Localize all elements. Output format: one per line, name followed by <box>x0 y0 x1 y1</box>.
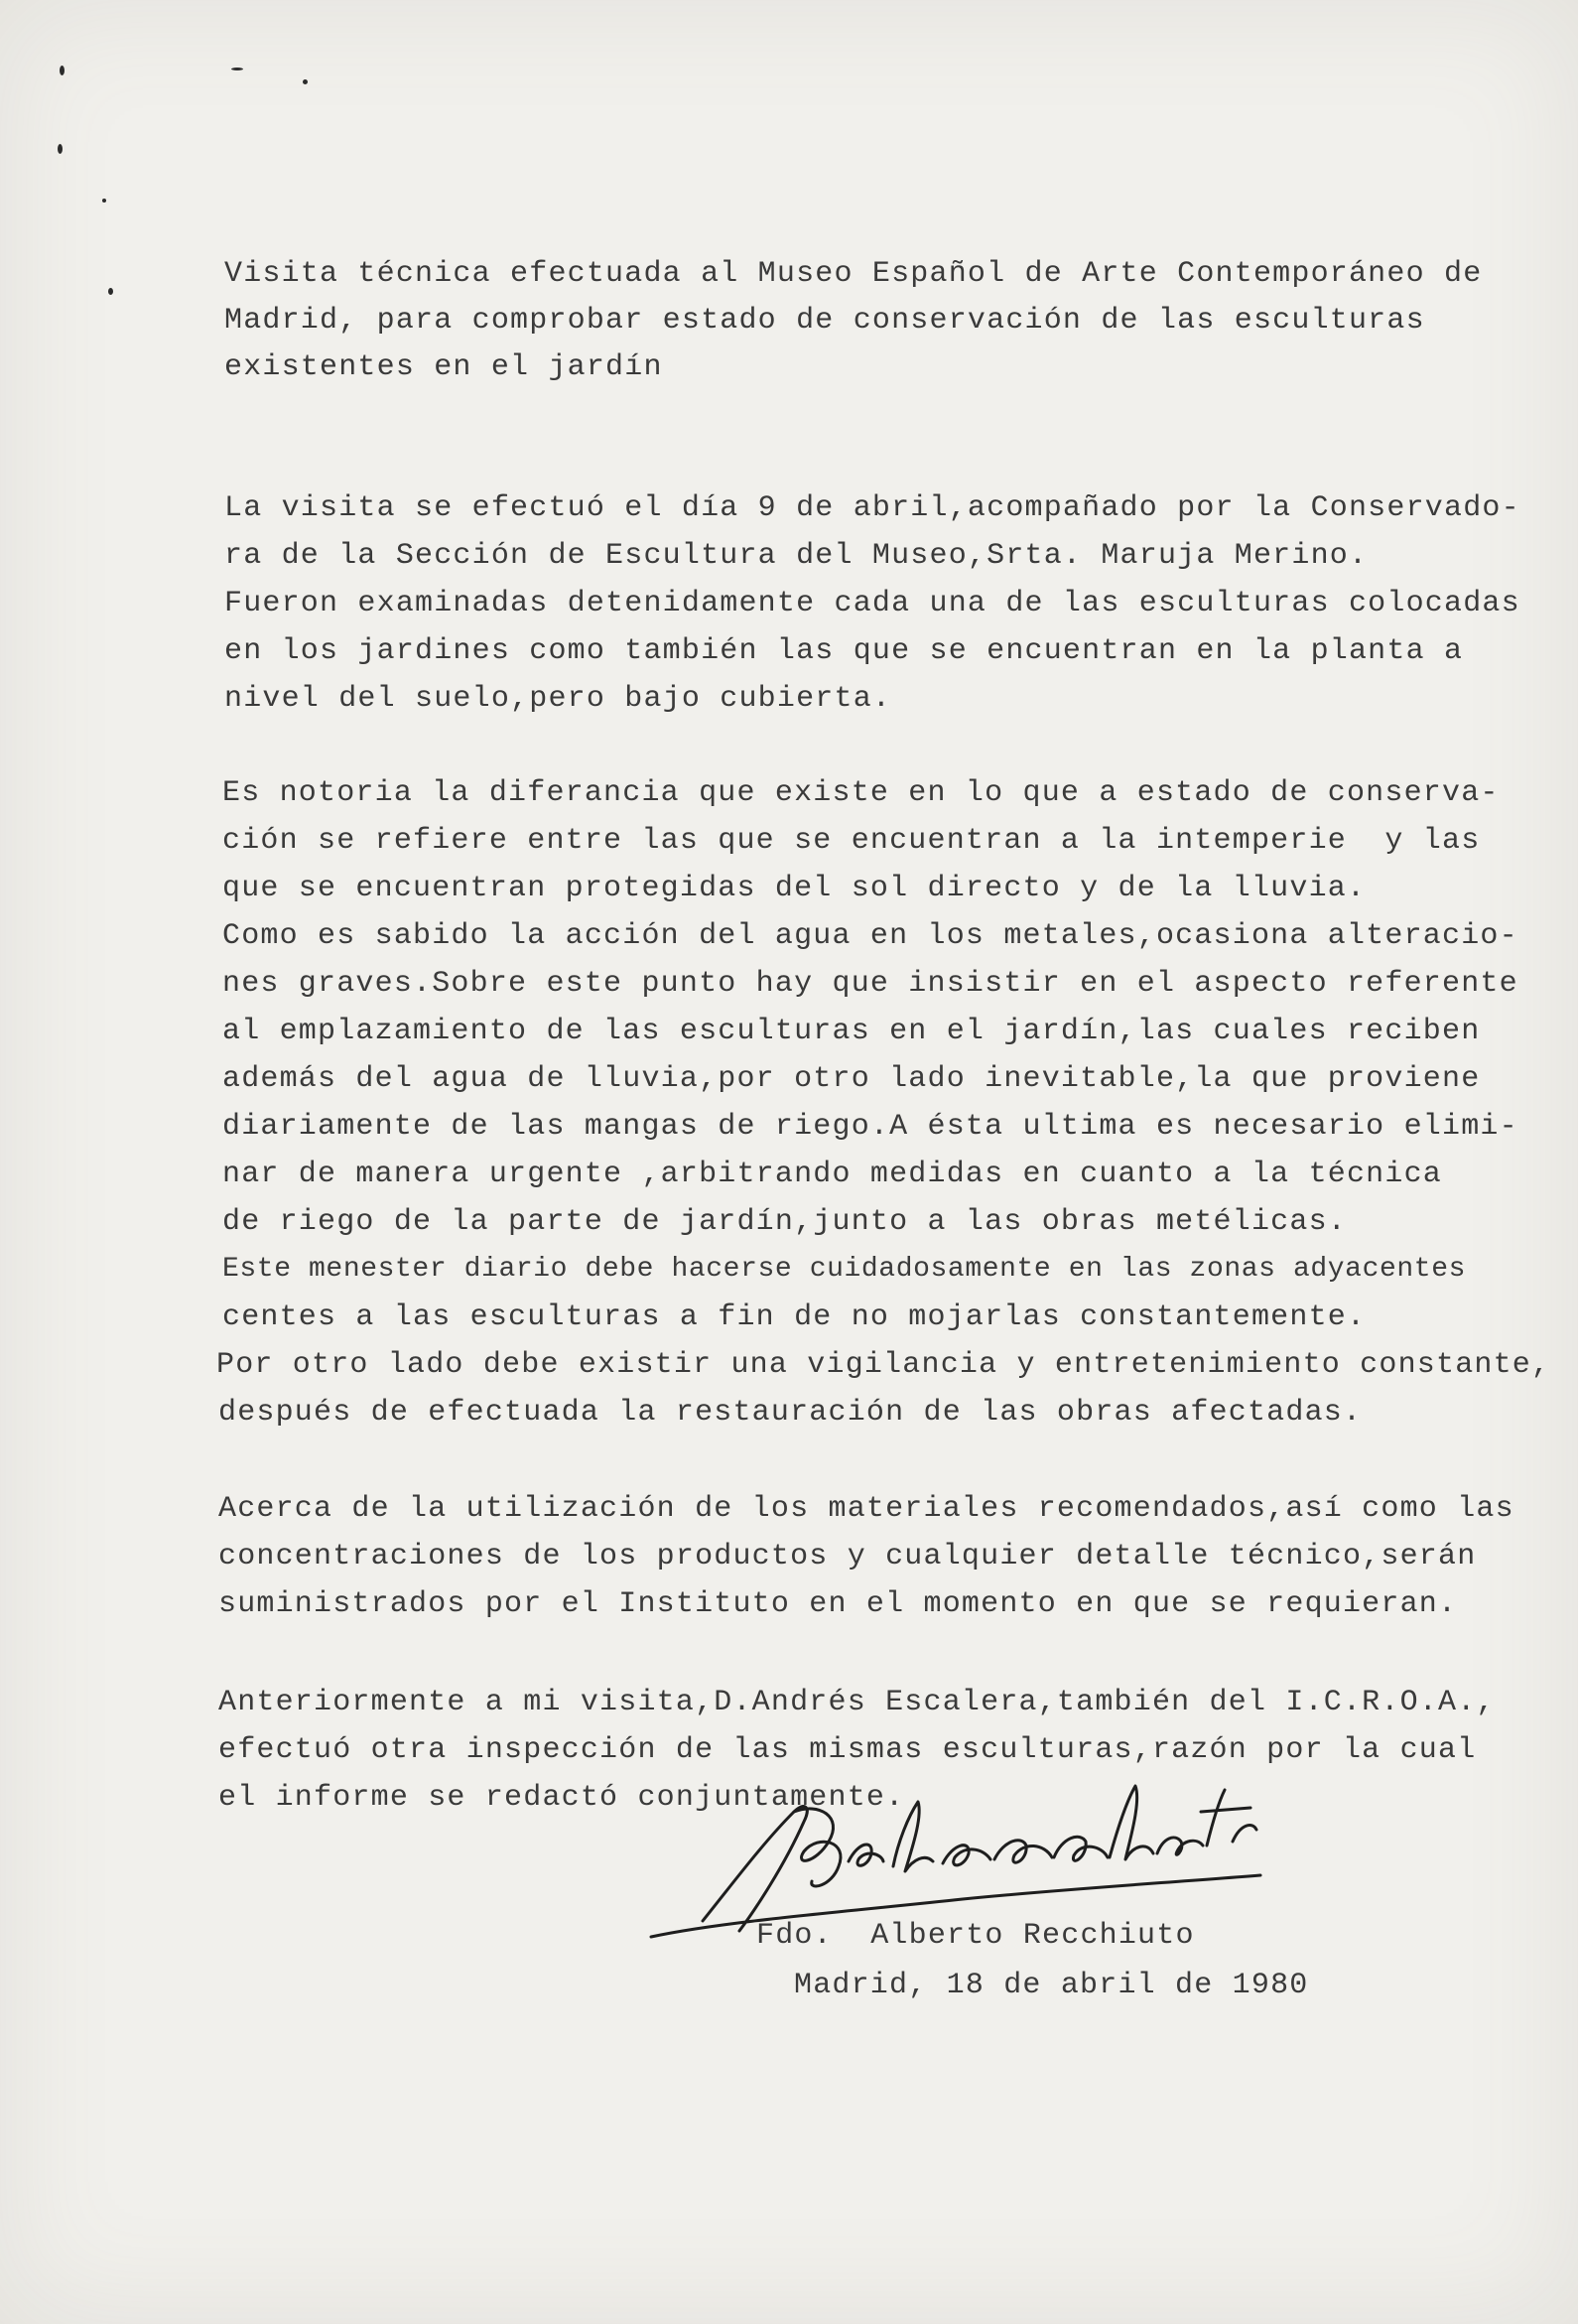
text-line: ción se refiere entre las que se encuentran a la intemperie y las <box>222 824 1481 858</box>
text-line: en los jardines como también las que se encuentran en la planta a <box>224 634 1464 668</box>
text-line: suministrados por el Instituto en el momento en que se requieran. <box>218 1587 1458 1621</box>
text-line: Este menester diario debe hacerse cuidadosamente en las zonas adyacentes <box>222 1254 1466 1285</box>
title-line: existentes en el jardín <box>224 350 663 384</box>
text-line: efectuó otra inspección de las mismas esculturas,razón por la cual <box>218 1733 1477 1767</box>
text-line: nivel del suelo,pero bajo cubierta. <box>224 682 892 716</box>
text-line: Fueron examinadas detenidamente cada una de las esculturas colocadas <box>224 587 1520 620</box>
ink-mark <box>303 79 308 84</box>
text-line: además del agua de lluvia,por otro lado inevitable,la que proviene <box>222 1062 1481 1096</box>
ink-mark <box>102 199 106 203</box>
text-line: nar de manera urgente ,arbitrando medidas en cuanto a la técnica <box>222 1158 1442 1191</box>
text-line: el informe se redactó conjuntamente. <box>218 1781 905 1815</box>
text-line: Anteriormente a mi visita,D.Andrés Escalera,también del I.C.R.O.A., <box>218 1686 1496 1719</box>
text-line: Acerca de la utilización de los materiales recomendados,así como las <box>218 1492 1514 1526</box>
text-line: que se encuentran protegidas del sol directo y de la lluvia. <box>222 872 1367 905</box>
ink-mark <box>231 68 243 70</box>
text-line: Como es sabido la acción del agua en los metales,ocasiona alteracio- <box>222 919 1518 953</box>
text-line: centes a las esculturas a fin de no mojarlas constantemente. <box>222 1300 1367 1334</box>
text-line: después de efectuada la restauración de las obras afectadas. <box>218 1396 1363 1430</box>
ink-mark <box>108 288 113 295</box>
ink-mark <box>60 66 65 75</box>
signed-by: Fdo. Alberto Recchiuto <box>756 1919 1195 1953</box>
text-line: Es notoria la diferancia que existe en lo que a estado de conserva- <box>222 776 1500 810</box>
ink-mark <box>58 144 63 154</box>
text-line: de riego de la parte de jardín,junto a las obras metélicas. <box>222 1205 1347 1239</box>
text-line: nes graves.Sobre este punto hay que insistir en el aspecto referente <box>222 967 1518 1001</box>
text-line: concentraciones de los productos y cualquier detalle técnico,serán <box>218 1540 1477 1573</box>
text-line: La visita se efectuó el día 9 de abril,acompañado por la Conservado- <box>224 491 1520 525</box>
text-line: diariamente de las mangas de riego.A ésta ultima es necesario elimi- <box>222 1110 1518 1144</box>
place-date: Madrid, 18 de abril de 1980 <box>794 1969 1309 2002</box>
text-line: al emplazamiento de las esculturas en el jardín,las cuales reciben <box>222 1015 1481 1048</box>
text-line: ra de la Sección de Escultura del Museo,Srta. Maruja Merino. <box>224 539 1369 573</box>
title-line: Visita técnica efectuada al Museo Español de Arte Contemporáneo de <box>224 257 1483 291</box>
title-line: Madrid, para comprobar estado de conservación de las esculturas <box>224 304 1425 338</box>
text-line: Por otro lado debe existir una vigilancia y entretenimiento constante, <box>216 1348 1551 1382</box>
